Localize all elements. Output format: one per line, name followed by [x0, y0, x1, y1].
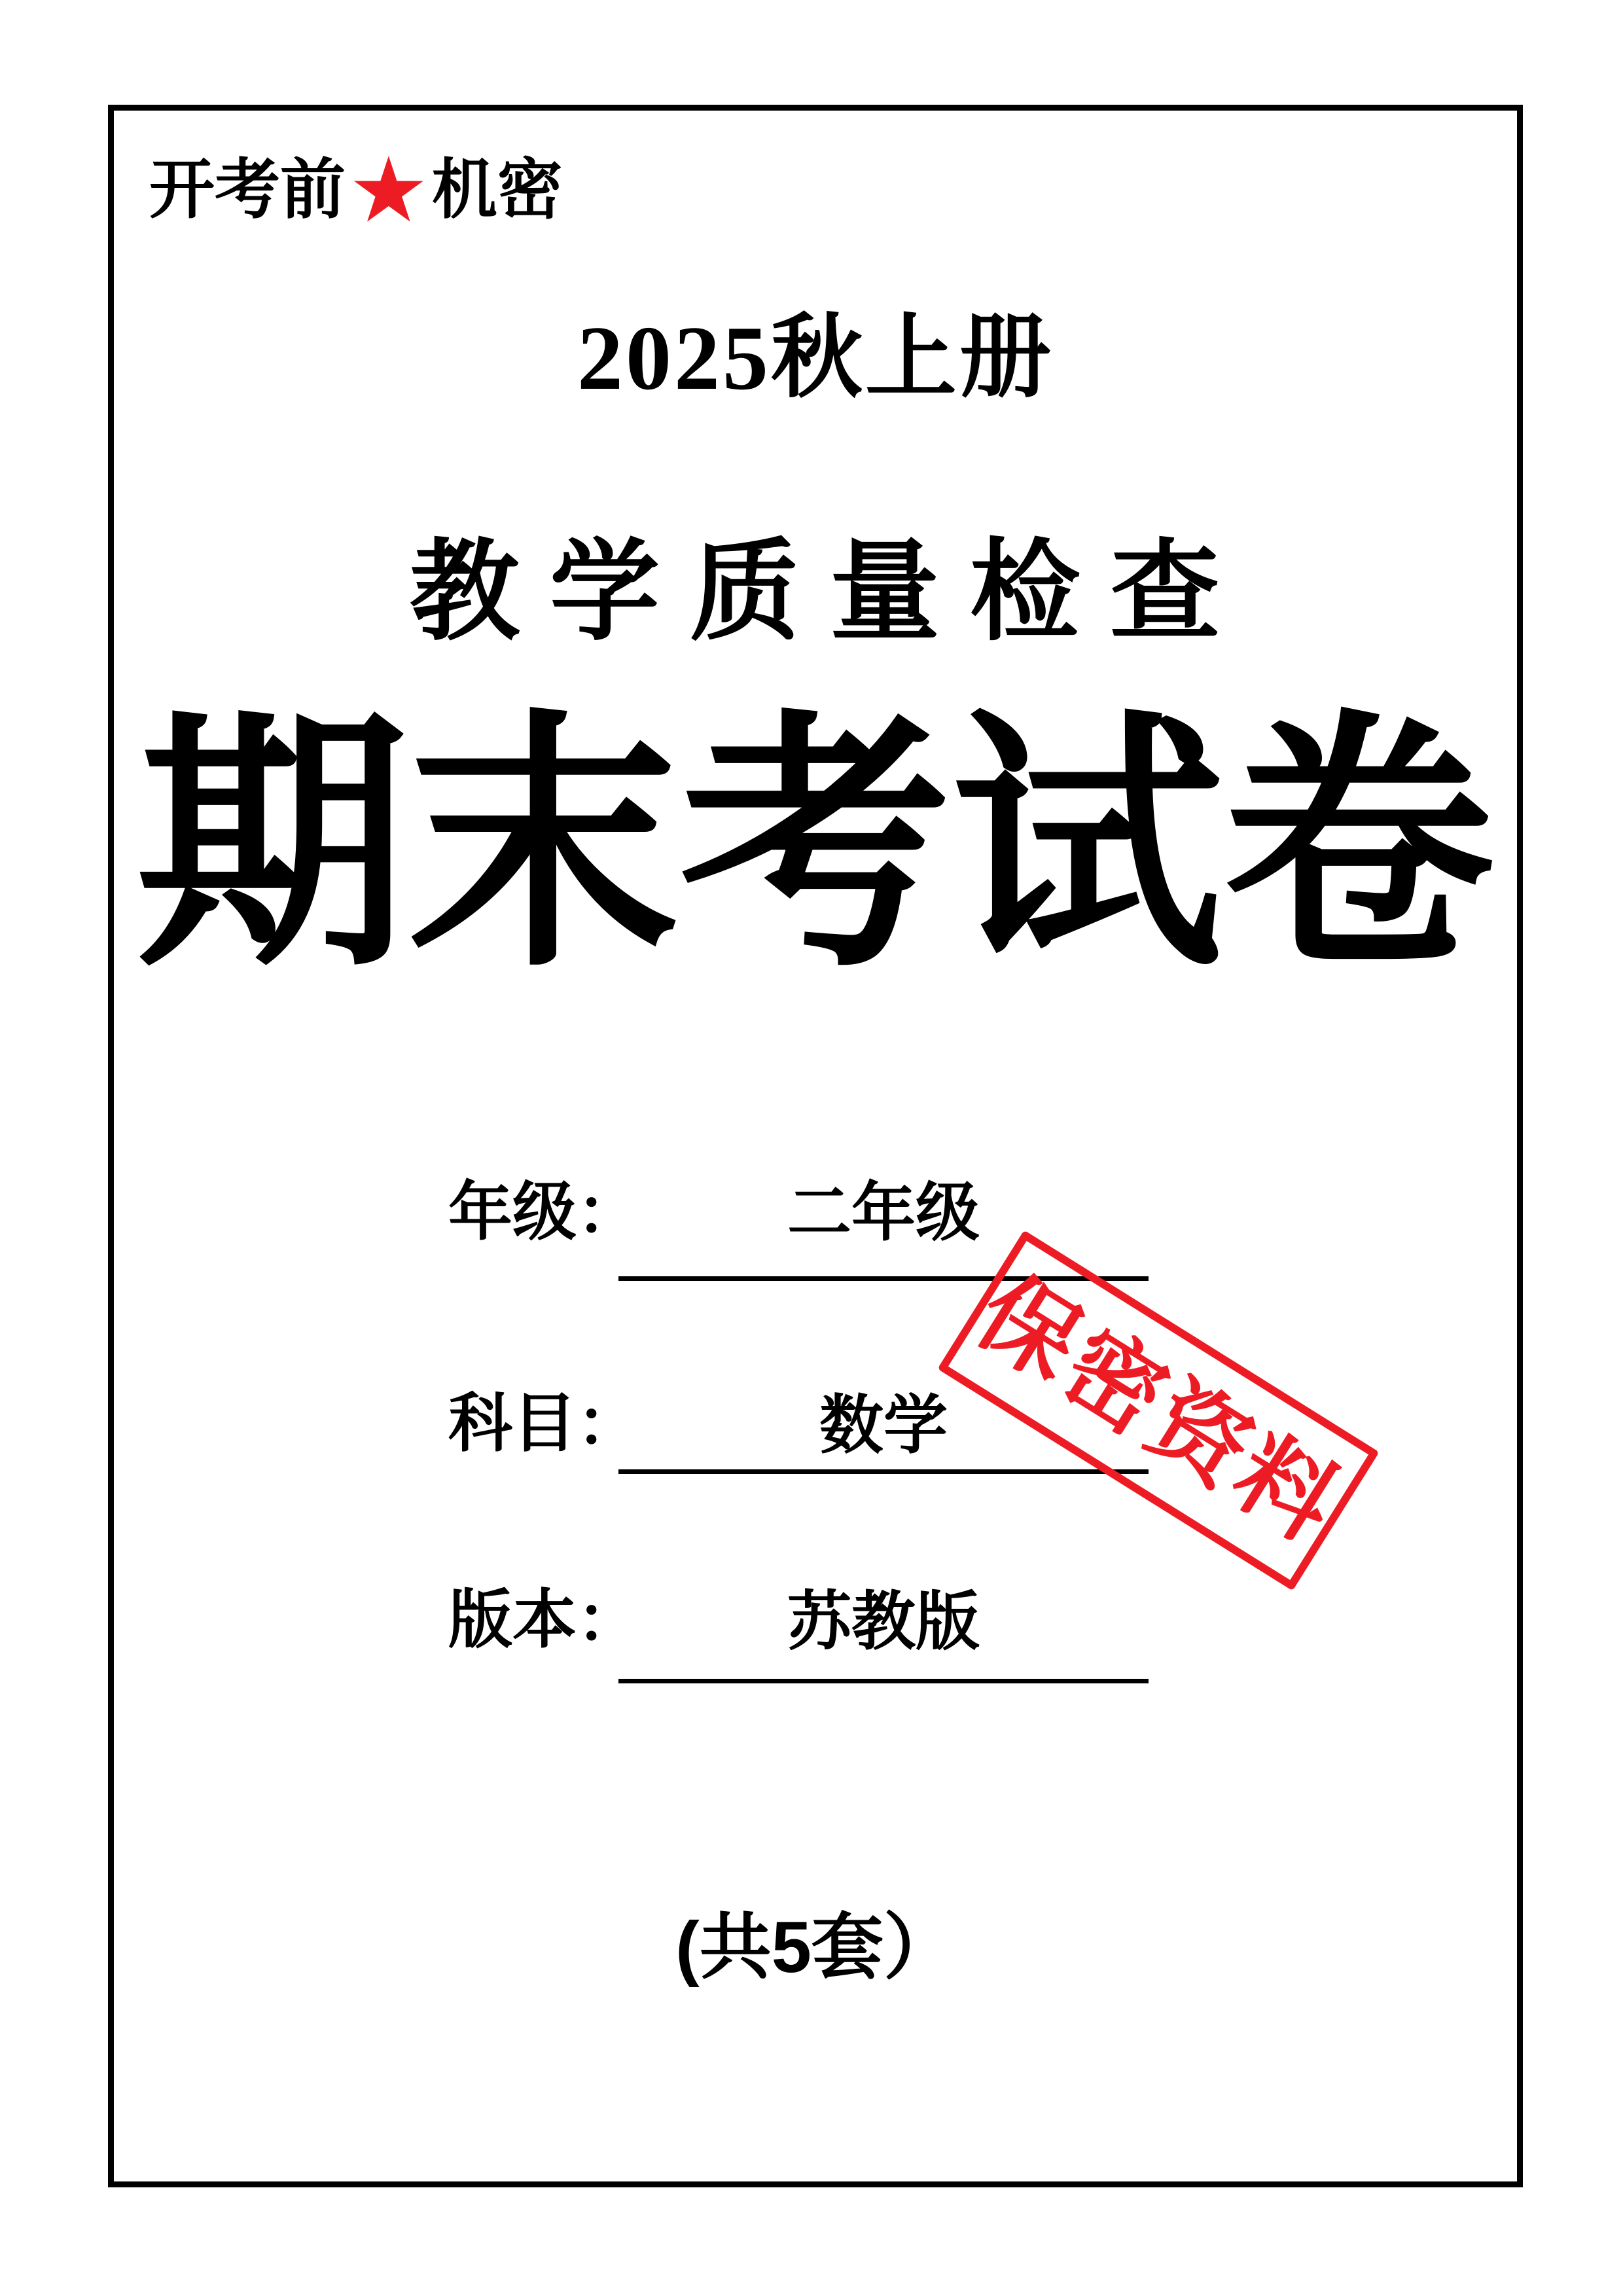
version-field-label: 版本： — [448, 1585, 641, 1656]
subtitle: 教 学 质 量 检 查 — [410, 532, 1221, 654]
version-field-value: 苏教版 — [787, 1587, 980, 1658]
subject-field-label: 科目： — [448, 1389, 641, 1460]
set-count-note: (共5套） — [675, 1907, 955, 1988]
main-title: 期末考试卷 — [136, 697, 1495, 998]
page-border-frame — [108, 105, 1523, 2187]
red-star-icon: ★ — [348, 137, 429, 243]
confidential-stamp-text: 保密资料 — [959, 1258, 1358, 1563]
version-field-underline — [618, 1587, 1149, 1683]
grade-field-label: 年级： — [448, 1177, 641, 1248]
subject-field-value: 数学 — [819, 1391, 948, 1462]
security-notice — [149, 137, 563, 243]
security-notice-suffix: 机密 — [431, 154, 563, 226]
grade-field-value: 二年级 — [787, 1178, 980, 1249]
security-notice-prefix: 开考前 — [149, 154, 346, 226]
edition-line: 2025秋上册 — [577, 308, 1054, 409]
